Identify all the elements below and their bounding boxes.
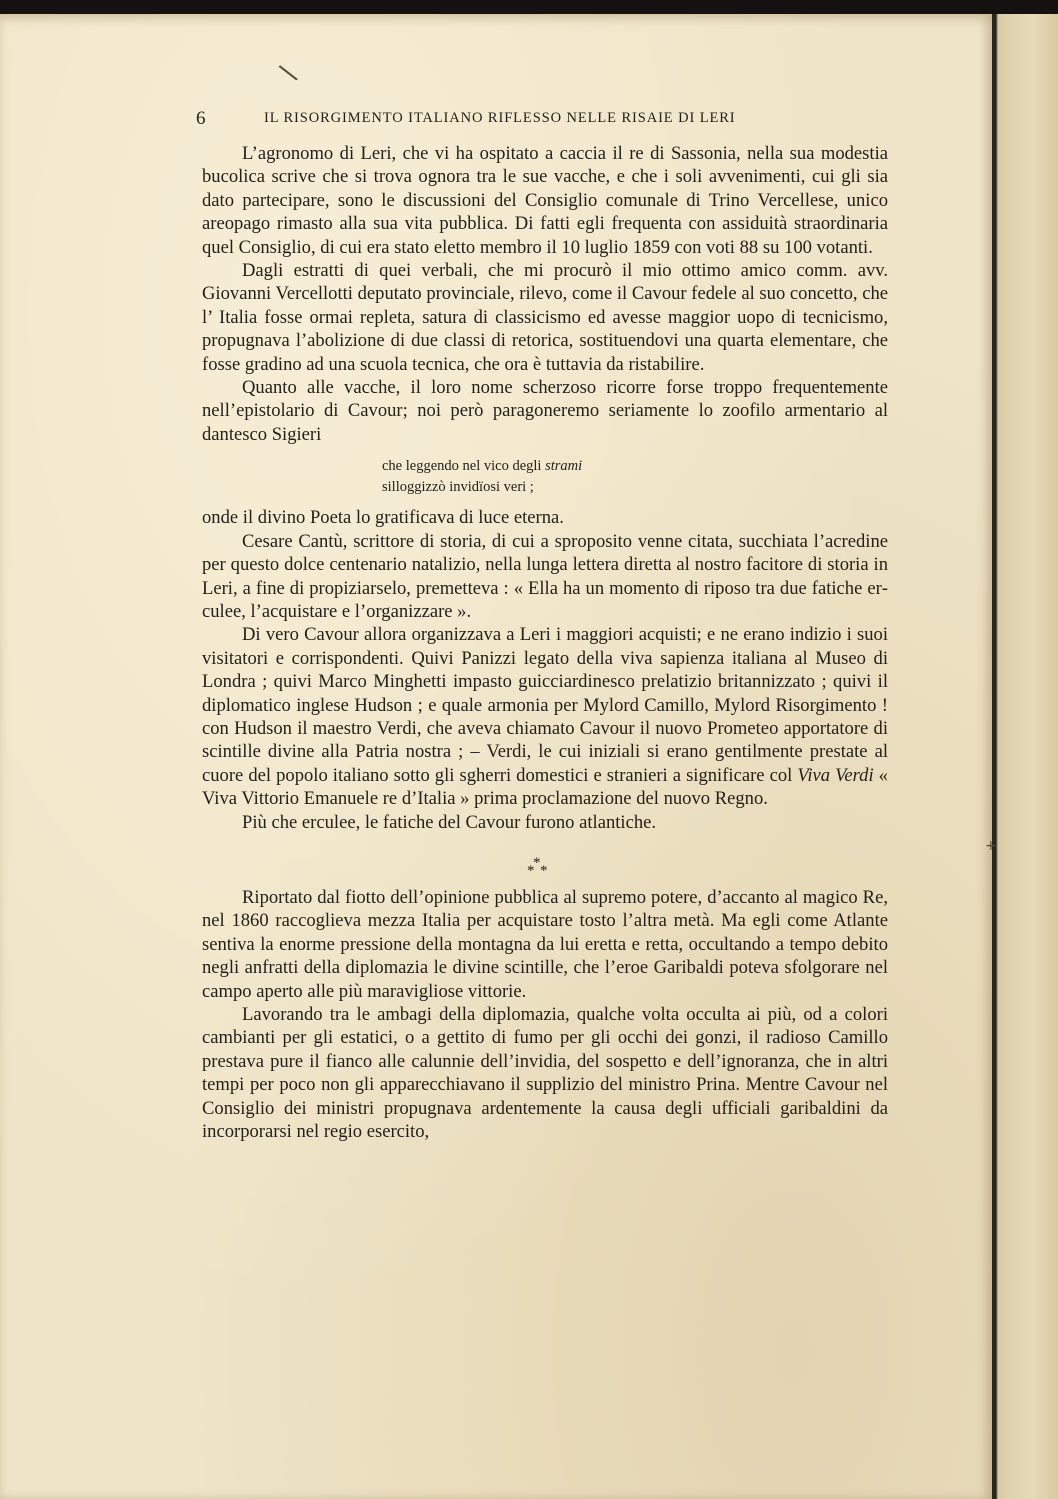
paragraph — [202, 623, 888, 810]
scan-top-edge — [0, 0, 1058, 14]
paragraph: Lavorando tra le ambagi della diplomazia, qualche volta occulta ai più, od a colori cambianti per gli estatici, o a gettito di fumo per gli occhi dei gonzi, il radioso Camillo prestava pure il fianco alle calunnie dell’invidia, del sospetto e dell’ignoranza, che in altri tempi per poco non gli apparecchiavano il supplizio del ministro Prina. Mentre Cavour nel Consiglio dei ministri propugnava ardentemente la causa degli ufficiali garibaldini da incorporarsi nel regio esercito, — [202, 1004, 888, 1143]
verse-line — [382, 456, 888, 477]
paragraph: Quanto alle vacche, il loro nome scherzoso ricorre forse troppo frequentemente nell’epistolario di Cavour; noi però paragoneremo seriamente lo zoofilo armentario al dantesco Sigieri — [202, 377, 888, 445]
paragraph: Cesare Cantù, scrittore di storia, di cui a sproposito venne citata, succhiata l’acredine per questo dolce centenario natalizio, nella lunga lettera diretta al nostro facitore di storia in Leri, a fine di propiziarselo, premetteva : « Ella ha un momento di riposo tra due fatiche erculee, l’acquistare e l’organizzare ». — [202, 530, 888, 622]
pencil-mark-icon: \ — [276, 58, 301, 88]
paragraph: L’agronomo di Leri, che vi ha ospitato a caccia il re di Sassonia, nella sua modestia bucolica scrive che si trova ognora tra le sue vacche, e che i soli avvenimenti, cui gli sia dato partecipare, sono le discussioni del Consiglio comunale di Trino Vercellese, unico areopago rimasto alla sua vita pubblica. Di fatti egli frequenta con assiduità straordinaria quel Consiglio, di cui era stato eletto membro il 10 luglio 1859 con voti 88 su 100 votanti. — [202, 143, 888, 258]
asterism-icon: * — [540, 862, 548, 879]
running-title: IL RISORGIMENTO ITALIANO RIFLESSO NELLE RISAIE DI LERI — [264, 110, 736, 126]
verse-quotation — [382, 456, 888, 498]
adjacent-page-edge — [992, 14, 1058, 1499]
paragraph: Dagli estratti di quei verbali, che mi procurò il mio ottimo amico comm. avv. Giovanni Vercellotti deputato provinciale, rilevo, come il Cavour fedele al suo concetto, che l’ Italia fosse ormai repleta, satura di classicismo ed avesse maggior uopo di tecnicismo, propugnava l’abolizione di due classi di retorica, sostituendovi una quarta elementare, che fosse gradino ad una scuola tecnica, che ora è tuttavia da ristabilire. — [202, 260, 888, 375]
paragraph: Riportato dal fiotto dell’opinione pubblica al supremo potere, d’accanto al magico Re, nel 1860 raccoglieva mezza Italia per acquistare tosto l’altra metà. Ma egli come Atlante sentiva la enorme pressione della montagna da lui eretta e retta, occultando a tempo debito negli anfratti della diplomazia le divine scintille, che l’eroe Garibaldi poteva sfolgorare nel campo aperto alle più maravigliose vittorie. — [202, 886, 888, 1002]
verse-italic: strami — [545, 458, 583, 475]
paragraph-text: Di vero Cavour allora organizzava a Leri i maggiori acquisti; e ne erano indizio i suoi visitatori e corrispondenti. Quivi Panizzi legato della viva sapienza italiana al Museo di Londra ; quivi Marco Minghetti impasto guicciardinesco prelatizio britannizzato ; quivi il diplomatico inglese Hudson ; e quale armonia per Mylord Camillo, Mylord Risorgimento ! con Hudson il maestro Verdi, che aveva chiamato Cavour il nuovo Prometeo apportatore di scintille divine alla Patria nostra ; – Verdi, le cui iniziali si erano gentilmente prestate al cuore del popolo italiano sotto gli sgherri domestici e stranieri a significare col — [202, 624, 888, 786]
asterism-icon: * — [527, 862, 535, 879]
margin-mark-icon: + — [985, 838, 997, 854]
paragraph-text: « Viva Vittorio Emanuele re d’Italia » prima proclamazione del nuovo Regno. — [202, 764, 888, 810]
section-separator — [202, 840, 888, 886]
paragraph: onde il divino Poeta lo gratificava di luce eterna. — [202, 507, 564, 529]
body-text — [202, 142, 888, 1143]
verse-text: che leggendo nel vico degli — [382, 458, 546, 475]
paragraph: Più che erculee, le fatiche del Cavour furono atlantiche. — [242, 811, 657, 833]
verse-line: silloggizzò invidïosi veri ; — [382, 479, 534, 496]
italic-phrase: Viva Verdi — [797, 764, 874, 786]
page-header — [196, 108, 896, 132]
page-number: 6 — [196, 108, 206, 129]
asterism-icon: * — [533, 854, 541, 871]
